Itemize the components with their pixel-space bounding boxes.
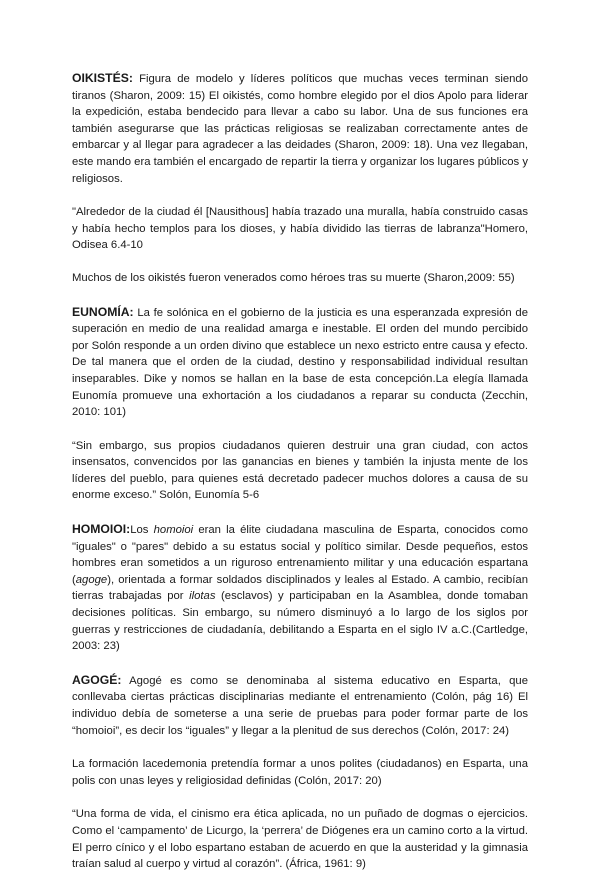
oikistes-quote: "Alrededor de la ciudad él [Nausithous] había trazado una muralla, había construido casas y había hecho templos para los dioses, y había dividido las tierras de labranza"Homero, Odisea 6.4-10 <box>72 206 528 252</box>
document-page <box>72 70 528 873</box>
eunomia-term: EUNOMÍA: <box>72 304 134 319</box>
agoge-term: AGOGÉ: <box>72 672 122 687</box>
agoge-definition: Agogé es como se denominaba al sistema educativo en Esparta, que conllevaba ciertas prácticas disciplinarias mediante el entrenamiento (Colón, pág 16) El individuo debía de someterse a una serie de pruebas para poder formar parte de los “homoioi”, es decir los “iguales” y llegar a la plenitud de sus derechos (Colón, 2017: 24) <box>72 674 528 737</box>
agoge-italic-term: agoge <box>75 573 108 586</box>
agoge-quote: “Una forma de vida, el cinismo era ética aplicada, no un puñado de dogmas o ejercicios. Como el ‘campamento’ de Licurgo, la ‘perrera’ de Diógenes era un camino corto a la virtud. El perro cínico y el lobo espartano estaban de acuerdo en que la austeridad y la gimnasia traían salud al cuerpo y virtud al corazón”. (África, 1961: 9) <box>72 808 528 871</box>
eunomia-paragraph <box>72 304 528 421</box>
eunomia-quote: “Sin embargo, sus propios ciudadanos quieren destruir una gran ciudad, con actos insensatos, convencidos por las ganancias en bienes y también la injusta mente de los líderes del pueblo, para quienes está decretado padecer muchos dolores a causa de su enorme exceso.” Solón, Eunomía 5-6 <box>72 439 528 502</box>
oikistes-term: OIKISTÉS: <box>72 71 133 85</box>
homoioi-text-2: eran la élite ciudadana masculina de Esparta, conocidos como "iguales" o "pares" debido a su estatus social y político similar. Desde pequeños, estos hombres eran sometidos a un riguroso entrenamiento militar y una educación espartana ( <box>72 524 528 586</box>
agoge-note: La formación lacedemonia pretendía formar a unos polites (ciudadanos) en Esparta, una polis con unas leyes y religiosidad definidas (Colón, 2017: 20) <box>72 758 528 787</box>
oikistes-note: Muchos de los oikistés fueron venerados como héroes tras su muerte (Sharon,2009: 55) <box>72 271 515 284</box>
homoioi-text-1: Los <box>130 524 154 537</box>
eunomia-definition: La fe solónica en el gobierno de la justicia es una esperanzada expresión de superación en medio de una realidad amarga e inestable. El orden del mundo percibido por Solón responde a un orden divino que establece un nexo estricto entre causa y efecto. De tal manera que el orden de la ciudad, destino y responsabilidad individual resultan inseparables. Dike y nomos se hallan en la base de esta concepción.La elegía llamada Eunomía promueve una exhortación a los ciudadanos a reparar su conducta (Zecchin, 2010: 101) <box>72 306 528 419</box>
homoioi-italic-term: homoioi <box>153 524 194 537</box>
homoioi-text-3: ), orientada a formar soldados disciplinados y leales al Estado. A cambio, recibían tierras trabajadas por <box>72 573 528 603</box>
agoge-paragraph <box>72 672 528 739</box>
homoioi-text-4: (esclavos) y participaban en la Asamblea, donde tomaban decisiones políticas. Sin embargo, su número disminuyó a lo largo de los siglos por guerras y restricciones de ciudadanía, debilitando a Esparta en el siglo IV a.C.(Cartledge, 2003: 23) <box>72 590 528 653</box>
homoioi-term: HOMOIOI: <box>72 522 131 537</box>
ilotas-italic-term: ilotas <box>189 590 216 603</box>
oikistes-paragraph <box>72 70 528 187</box>
oikistes-definition: Figura de modelo y líderes políticos que muchas veces terminan siendo tiranos (Sharon, 2009: 15) El oikistés, como hombre elegido por el dios Apolo para liderar la expedición, estaba bendecido para llevar a cabo su labor. Una de sus funciones era también asegurarse que las prácticas religiosas se realizaban correctamente antes de embarcar y al llegar para agradecer a las deidades (Sharon, 2009: 18). Una vez llegaban, este mando era también el encargado de repartir la tierra y organizar los lugares públicos y religiosos. <box>72 73 528 185</box>
homoioi-paragraph <box>72 521 528 655</box>
